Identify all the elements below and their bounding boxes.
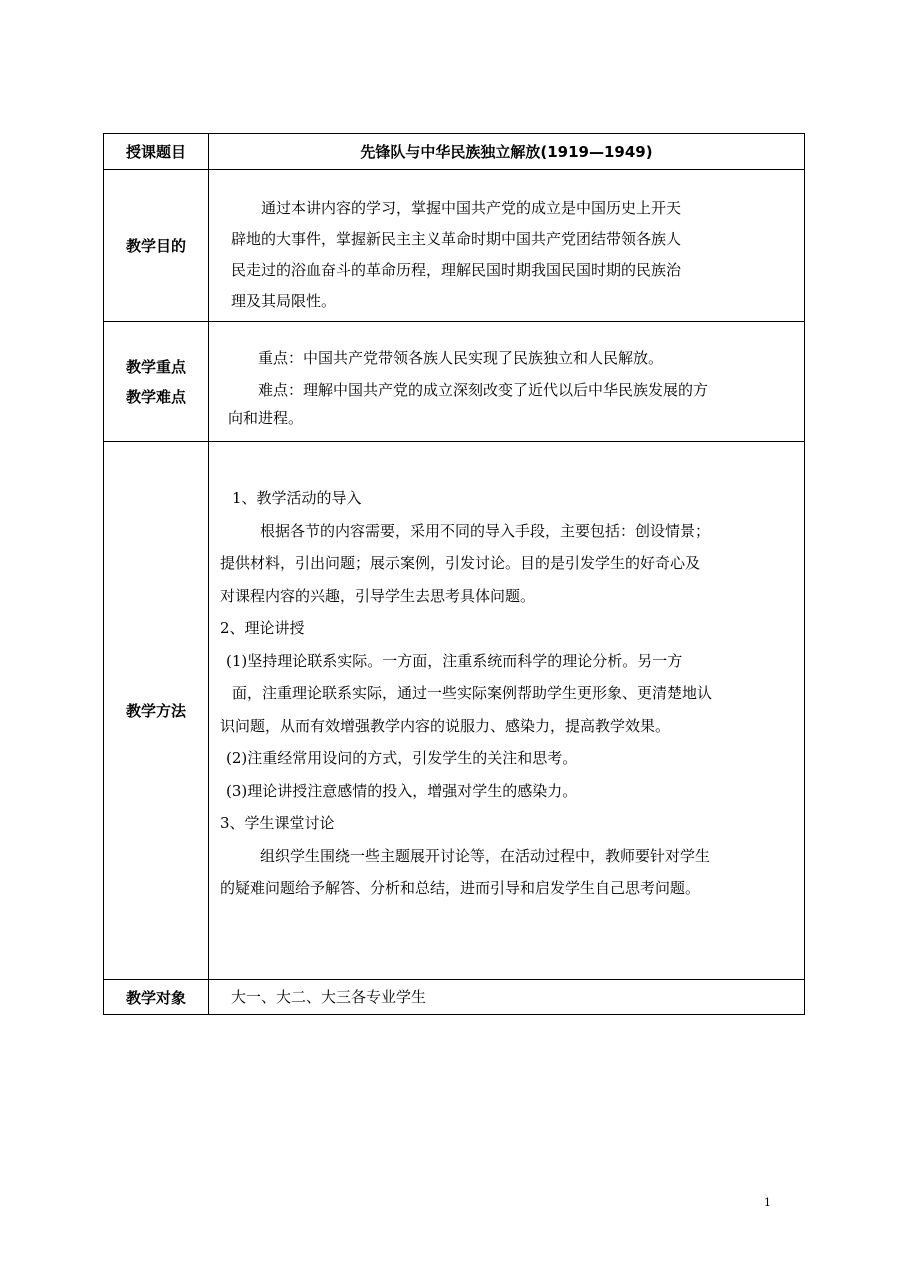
label-course-title: 授课题目 <box>104 134 209 170</box>
method-heading: 3、学生课堂讨论 <box>220 814 335 832</box>
row-course-title <box>104 134 805 170</box>
method-heading: 1、教学活动的导入 <box>232 489 362 507</box>
goal-line: 理及其局限性。 <box>231 291 337 310</box>
method-line: 识问题，从而有效增强教学内容的说服力、感染力，提高教学效果。 <box>220 716 671 735</box>
focus-line: 重点：中国共产党带领各族人民实现了民族独立和人民解放。 <box>258 348 664 367</box>
label-teaching-goal: 教学目的 <box>104 170 209 322</box>
label-teaching-method: 教学方法 <box>104 442 209 980</box>
method-line: (1)坚持理论联系实际。一方面，注重系统而科学的理论分析。另一方 <box>226 651 683 670</box>
method-line: 提供材料，引出问题；展示案例，引发讨论。目的是引发学生的好奇心及 <box>220 554 701 572</box>
method-line: 面，注重理论联系实际，通过一些实际案例帮助学生更形象、更清楚地认 <box>232 684 713 702</box>
focus-line: 难点：理解中国共产党的成立深刻改变了近代以后中华民族发展的方 <box>258 380 709 399</box>
row-teaching-goal <box>104 170 805 322</box>
label-difficult-point: 教学难点 <box>125 387 186 406</box>
method-line: 对课程内容的兴趣，引导学生去思考具体问题。 <box>220 586 536 605</box>
label-key-point: 教学重点 <box>125 357 186 376</box>
goal-line: 通过本讲内容的学习，掌握中国共产党的成立是中国历史上开天 <box>261 198 682 217</box>
lesson-plan-table <box>103 133 805 1015</box>
teaching-method-content <box>209 442 805 980</box>
row-audience <box>104 980 805 1015</box>
course-title-value: 先锋队与中华民族独立解放(1919—1949) <box>209 134 805 170</box>
goal-line: 民走过的浴血奋斗的革命历程，理解民国时期我国民国时期的民族治 <box>231 260 682 279</box>
method-line: 组织学生围绕一些主题展开讨论等，在活动过程中，教师要针对学生 <box>260 846 711 865</box>
goal-line: 辟地的大事件，掌握新民主主义革命时期中国共产党团结带领各族人 <box>231 229 682 248</box>
row-teaching-method <box>104 442 805 980</box>
audience-value: 大一、大二、大三各专业学生 <box>231 988 427 1006</box>
teaching-goal-content <box>209 170 805 322</box>
audience-content <box>209 980 805 1015</box>
method-line: 根据各节的内容需要，采用不同的导入手段，主要包括：创设情景； <box>260 521 711 540</box>
page-number: 1 <box>764 1196 771 1209</box>
method-heading: 2、理论讲授 <box>220 619 305 637</box>
method-line: 的疑难问题给予解答、分析和总结，进而引导和启发学生自己思考问题。 <box>220 879 701 897</box>
method-line: (3)理论讲授注意感情的投入，增强对学生的感染力。 <box>226 781 578 800</box>
method-line: (2)注重经常用设问的方式，引发学生的关注和思考。 <box>226 749 578 767</box>
label-key-points <box>104 322 209 442</box>
focus-line: 向和进程。 <box>228 408 304 427</box>
row-key-points <box>104 322 805 442</box>
key-points-content <box>209 322 805 442</box>
label-audience: 教学对象 <box>104 980 209 1015</box>
